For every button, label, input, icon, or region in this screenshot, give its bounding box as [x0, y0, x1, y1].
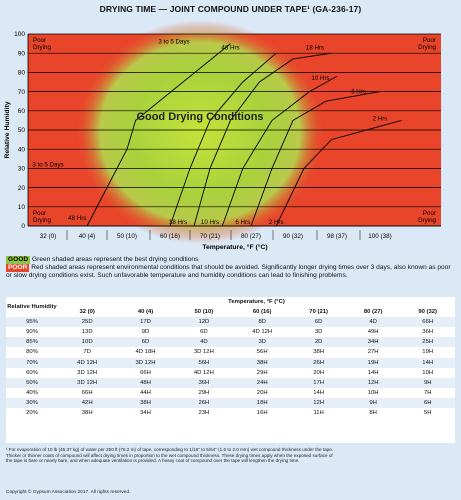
x-tick-label: 60 (16)	[160, 233, 180, 240]
table-cell: 19H	[346, 358, 401, 368]
chart-title: DRYING TIME — JOINT COMPOUND UNDER TAPE¹ (GA-236-17)	[99, 4, 362, 14]
x-tick-label: 80 (27)	[241, 233, 261, 240]
table-cell: 10H	[400, 368, 455, 378]
table-cell: 6D	[116, 337, 174, 347]
copyright: Copyright © Gypsum Association 2017. All rights reserved.	[6, 490, 131, 495]
table-row	[6, 347, 455, 357]
poor-drying-word: Drying	[418, 217, 436, 224]
table-cell: 7H	[400, 388, 455, 398]
table-cell: 3D	[233, 337, 291, 347]
table-cell: 12H	[291, 398, 346, 408]
y-tick-label: 100	[14, 31, 25, 39]
table-cell: 3D 12H	[116, 358, 174, 368]
table-cell: 3D	[291, 327, 346, 337]
table-cell: 9H	[346, 398, 401, 408]
table-cell: 5H	[400, 408, 455, 418]
table-cell: 17D	[116, 317, 174, 327]
table-cell: 10D	[58, 337, 116, 347]
x-tick-label: 50 (10)	[117, 233, 137, 240]
table-cell: 48H	[116, 378, 174, 388]
series-label: 10 Hrs	[200, 219, 220, 226]
humidity-cell: 90%	[6, 327, 58, 337]
table-cell: 38H	[58, 408, 116, 418]
humidity-cell: 20%	[6, 408, 58, 418]
humidity-cell: 50%	[6, 378, 58, 388]
table-cell: 34H	[116, 408, 174, 418]
x-tick-label: 100 (38)	[368, 233, 392, 240]
table-cell: 3D 12H	[175, 347, 233, 357]
table-cell: 56H	[233, 347, 291, 357]
series-label: 48 Hrs	[221, 44, 240, 52]
column-header: 90 (32)	[418, 309, 438, 316]
humidity-cell: 95%	[6, 317, 58, 327]
table-cell: 16H	[233, 408, 291, 418]
table-cell: 17H	[291, 378, 346, 388]
table-row	[6, 358, 455, 368]
table-cell: 34H	[346, 337, 401, 347]
column-header: 50 (10)	[194, 309, 214, 316]
table-cell: 11H	[291, 408, 346, 418]
table-cell: 6H	[400, 398, 455, 408]
y-axis-label: Relative Humidity	[4, 101, 11, 159]
poor-drying-word: Drying	[33, 217, 51, 224]
y-tick-label: 0	[21, 223, 25, 231]
column-header: 32 (0)	[79, 309, 95, 316]
table-cell: 18H	[233, 398, 291, 408]
x-tick-label: 98 (37)	[327, 233, 347, 240]
poor-text: Red shaded areas represent environmental conditions that should be avoided. Significantly longer drying times over 3 days, also known as poor or slow drying conditions exist. Such unfavorable temperature and humidity conditions can lead to finishing problems.	[6, 264, 451, 280]
y-tick-label: 10	[17, 204, 25, 211]
x-tick-label: 70 (21)	[200, 233, 220, 240]
table-row	[6, 408, 455, 418]
y-tick-label: 40	[17, 146, 25, 154]
table-row	[6, 368, 455, 378]
poor-badge: POOR	[8, 264, 28, 272]
poor-drying-word: Drying	[33, 44, 51, 51]
series-label: 3 to 5 Days	[32, 161, 64, 169]
x-axis-label: Temperature, °F (°C)	[202, 244, 268, 251]
humidity-cell: 85%	[6, 337, 58, 347]
series-label: 48 Hrs	[68, 215, 87, 223]
table-row	[6, 317, 455, 327]
humidity-cell: 30%	[6, 398, 58, 408]
series-label: 2 Hrs	[268, 219, 284, 226]
x-tick-label: 40 (4)	[78, 233, 96, 240]
humidity-cell: 40%	[6, 388, 58, 398]
series-label: 2 Hrs	[372, 115, 388, 123]
good-text: Green shaded areas represent the best drying conditions	[30, 256, 199, 263]
y-tick-label: 60	[17, 108, 25, 115]
table-cell: 12H	[346, 378, 401, 388]
poor-drying-word: Poor	[422, 210, 436, 217]
table-cell: 23H	[175, 408, 233, 418]
table-cell: 44H	[116, 388, 174, 398]
table-cell: 29H	[175, 388, 233, 398]
poor-drying-word: Poor	[33, 37, 47, 44]
row-header: Relative Humidity	[7, 303, 57, 310]
humidity-cell: 80%	[6, 347, 58, 357]
series-label: 6 Hrs	[351, 88, 366, 96]
table-cell: 66H	[58, 388, 116, 398]
table-cell: 13D	[58, 327, 116, 337]
table-cell: 4D 12H	[233, 327, 291, 337]
table-cell: 8H	[346, 408, 401, 418]
table-cell: 56H	[175, 358, 233, 368]
table-cell: 25H	[400, 337, 455, 347]
legend-poor	[6, 264, 454, 280]
table-cell: 2D	[291, 337, 346, 347]
table-cell: 38H	[233, 358, 291, 368]
humidity-cell: 60%	[6, 368, 58, 378]
table-cell: 19H	[400, 347, 455, 357]
drying-time-table	[6, 297, 455, 443]
table-cell: 6D	[175, 327, 233, 337]
table-cell: 27H	[346, 347, 401, 357]
table-cell: 38H	[116, 398, 174, 408]
table-cell: 8D	[233, 317, 291, 327]
y-tick-label: 70	[17, 88, 25, 96]
table-cell: 4D 12H	[175, 368, 233, 378]
humidity-cell: 70%	[6, 358, 58, 368]
table-row	[6, 388, 455, 398]
y-tick-label: 30	[17, 165, 25, 173]
series-label: 10 Hrs	[311, 75, 330, 82]
table-cell: 38H	[291, 347, 346, 357]
table-row	[6, 398, 455, 408]
table-cell: 14H	[400, 358, 455, 368]
table-row	[6, 378, 455, 388]
good-conditions-label: Good Drying Conditions	[136, 111, 264, 123]
x-tick-label: 32 (0)	[39, 233, 57, 240]
table-cell: 7D	[58, 347, 116, 357]
table-cell: 36H	[175, 378, 233, 388]
series-label: 3 to 5 Days	[158, 38, 190, 46]
table-cell: 29H	[233, 368, 291, 378]
table-cell: 3D 12H	[58, 368, 116, 378]
table-cell: 26H	[175, 398, 233, 408]
table-cell: 6D	[291, 317, 346, 327]
table-cell: 66H	[116, 368, 174, 378]
poor-drying-word: Poor	[33, 210, 47, 217]
legend	[6, 256, 454, 281]
y-tick-label: 90	[17, 50, 25, 58]
footnote: ¹ For evaporation of 10 lb (45.37 kg) of water per 250 ft (76.2 m) of tape, corresponding to 1/16" to 5/64" (1.6 to 2.0 mm) wet compound thickness under the tape. Thicker or thinner coats of compound will affect drying times in proportion to the wet compound thickness. These drying times apply when the exposed surface of the tape is bare or nearly bare, and when adequate ventilation is provided. A heavy coat of compound over the tape will lengthen the drying time.	[6, 447, 334, 464]
table-cell: 20H	[233, 388, 291, 398]
table-cell: 4D 12H	[58, 358, 116, 368]
column-header-row	[6, 307, 455, 317]
table-cell: 3D 12H	[58, 378, 116, 388]
table-cell: 9D	[116, 327, 174, 337]
table-cell: 25D	[58, 317, 116, 327]
table-cell: 26H	[291, 358, 346, 368]
y-tick-label: 50	[17, 127, 25, 135]
table-cell: 4D	[175, 337, 233, 347]
table-row	[6, 337, 455, 347]
table-cell: 14H	[291, 388, 346, 398]
y-tick-label: 80	[17, 69, 25, 77]
series-label: 6 Hrs	[235, 219, 251, 226]
table-cell: 20H	[291, 368, 346, 378]
poor-drying-word: Drying	[418, 44, 436, 51]
table-row	[6, 327, 455, 337]
series-label: 18 Hrs	[168, 219, 188, 226]
table-cell: 14H	[346, 368, 401, 378]
series-label: 18 Hrs	[305, 44, 325, 52]
table-cell: 4D 18H	[116, 347, 174, 357]
good-badge: GOOD	[8, 256, 29, 263]
column-header: 60 (16)	[252, 309, 272, 316]
table-cell: 4D	[346, 317, 401, 327]
table-cell: 12D	[175, 317, 233, 327]
table-cell: 42H	[58, 398, 116, 408]
table-cell: 36H	[400, 327, 455, 337]
poor-drying-word: Poor	[422, 37, 436, 44]
table-cell: 9H	[400, 378, 455, 388]
table-cell: 49H	[346, 327, 401, 337]
column-header: 80 (27)	[363, 309, 383, 316]
y-tick-label: 20	[17, 184, 25, 192]
table-cell: 66H	[400, 317, 455, 327]
column-header: 70 (21)	[309, 309, 328, 316]
table-cell: 10H	[346, 388, 401, 398]
column-header: 40 (4)	[137, 309, 154, 316]
temperature-header: Temperature, °F (°C)	[228, 299, 285, 305]
x-tick-label: 90 (32)	[283, 233, 303, 240]
legend-good	[6, 256, 454, 264]
table-cell: 24H	[233, 378, 291, 388]
drying-chart	[0, 16, 461, 256]
